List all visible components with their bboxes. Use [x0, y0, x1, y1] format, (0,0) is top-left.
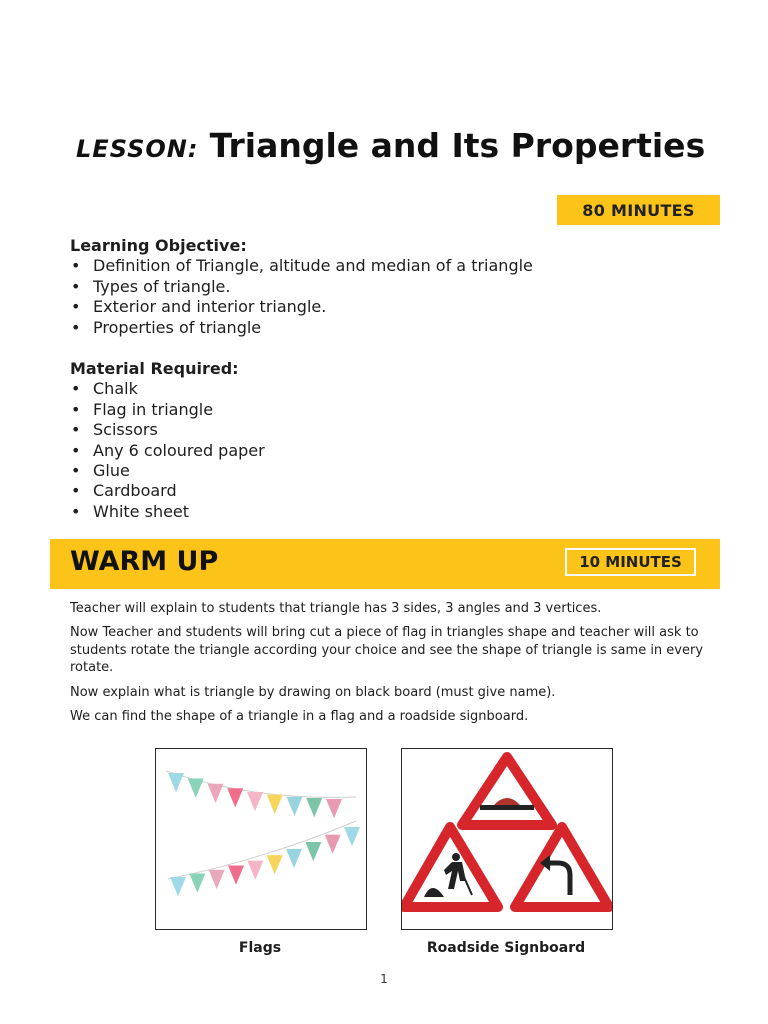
roadside-signboard-image	[401, 748, 613, 930]
list-item: • White sheet	[70, 502, 690, 522]
men-at-work-sign-icon	[404, 827, 498, 907]
paragraph: Now explain what is triangle by drawing on black board (must give name).	[70, 684, 556, 700]
paragraph: We can find the shape of a triangle in a flag and a roadside signboard.	[70, 709, 529, 725]
speed-bump-sign-icon	[462, 757, 552, 825]
materials-required	[70, 359, 690, 522]
pennant-flag-icon	[344, 827, 360, 846]
warm-up-text	[70, 600, 710, 732]
materials-list	[70, 379, 690, 522]
learning-objectives	[70, 236, 690, 338]
pennant-flag-icon	[286, 849, 302, 868]
pennant-flag-icon	[325, 835, 341, 854]
list-item: • Cardboard	[70, 481, 690, 501]
warm-up-banner	[50, 539, 720, 589]
list-item: • Any 6 coloured paper	[70, 441, 690, 461]
pennant-flag-icon	[227, 788, 243, 807]
pennant-flag-icon	[188, 779, 204, 798]
pennant-flag-icon	[189, 873, 205, 892]
list-item: • Exterior and interior triangle.	[70, 297, 690, 317]
list-item: • Chalk	[70, 379, 690, 399]
lesson-label: LESSON:	[76, 135, 199, 163]
road-signs-illustration	[402, 749, 612, 929]
objectives-heading: Learning Objective:	[70, 236, 247, 255]
lesson-header	[76, 126, 736, 165]
paragraph: Teacher will explain to students that triangle has 3 sides, 3 angles and 3 vertices.	[70, 601, 602, 616]
pennant-flag-icon	[326, 799, 342, 818]
materials-heading: Material Required:	[70, 359, 239, 378]
list-item: • Scissors	[70, 420, 690, 440]
pennant-flag-icon	[287, 797, 303, 816]
page-number: 1	[380, 972, 388, 986]
bunting-flags-illustration	[156, 749, 366, 929]
pennant-flag-icon	[247, 792, 263, 811]
pennant-flag-icon	[168, 773, 184, 792]
list-item: • Flag in triangle	[70, 400, 690, 420]
pennant-flag-icon	[306, 798, 322, 817]
warm-up-title: WARM UP	[70, 546, 219, 577]
pennant-flag-icon	[170, 877, 186, 896]
pennant-flag-icon	[305, 842, 321, 861]
flags-caption: Flags	[238, 940, 282, 956]
page-title: Triangle and Its Properties	[209, 126, 706, 165]
paragraph: Now Teacher and students will bring cut a piece of flag in triangles shape and teacher will ask to students rotate the triangle according your choice and see the shape of triangle is same in every rotate.	[70, 625, 704, 676]
lesson-duration-badge: 80 MINUTES	[557, 195, 720, 225]
objectives-list	[70, 256, 690, 338]
list-item: • Types of triangle.	[70, 277, 690, 297]
warm-up-duration-badge: 10 MINUTES	[565, 548, 696, 576]
signboard-caption: Roadside Signboard	[426, 940, 586, 956]
flags-image	[155, 748, 367, 930]
list-item: • Properties of triangle	[70, 318, 690, 338]
pennant-flag-icon	[209, 870, 225, 889]
list-item: • Glue	[70, 461, 690, 481]
pennant-flag-icon	[247, 861, 263, 880]
pennant-flag-icon	[267, 855, 283, 874]
pennant-flag-icon	[208, 784, 224, 803]
list-item: • Definition of Triangle, altitude and median of a triangle	[70, 256, 690, 276]
pennant-flag-icon	[267, 795, 283, 814]
pennant-flag-icon	[228, 866, 244, 885]
curve-left-sign-icon	[515, 827, 609, 907]
